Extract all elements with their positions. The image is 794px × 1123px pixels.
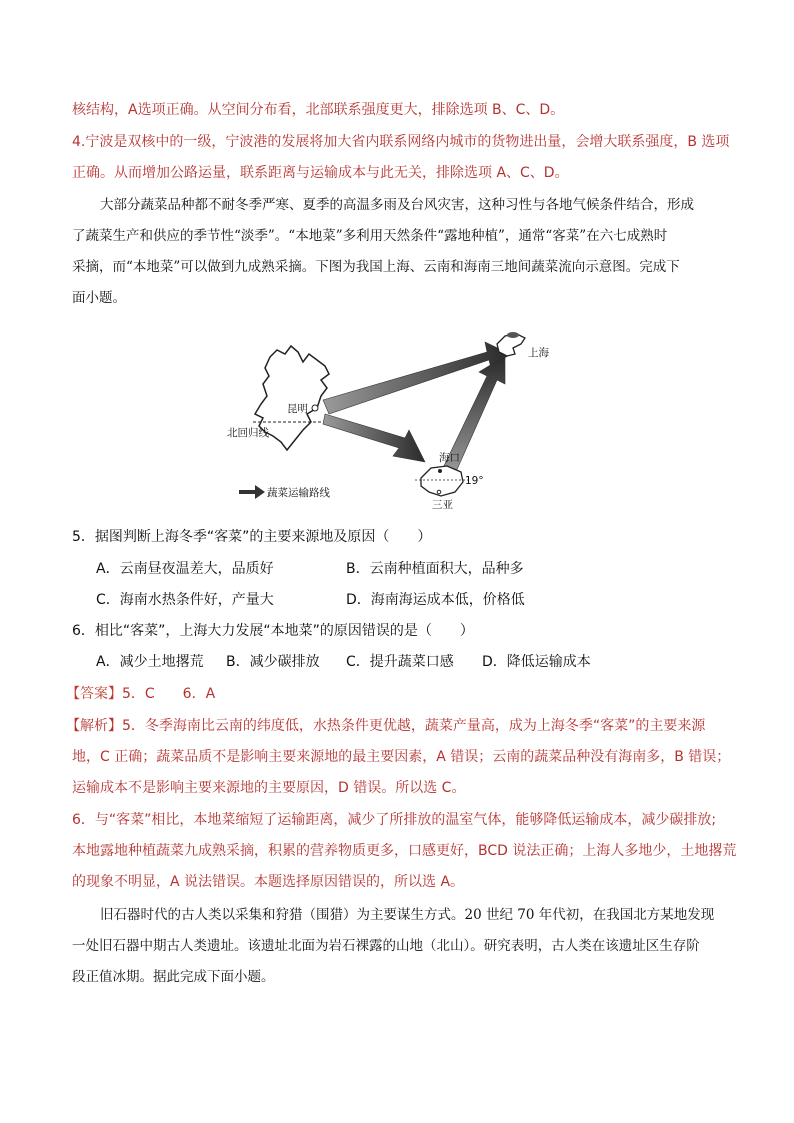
analysis-line-5: 本地露地种植蔬菜九成熟采摘，积累的营养物质更多，口感更好，BCD 说法正确；上海人多地少，土地撂荒 — [72, 843, 737, 859]
answer-text: 5．C 6．A — [122, 686, 216, 702]
intro-line-1: 大部分蔬菜品种都不耐冬季严寒、夏季的高温多雨及台风灾害，这种习性与各地气候条件结合，形成 — [100, 197, 694, 213]
hainan-outline — [421, 466, 463, 496]
label-haikou: 海口 — [439, 452, 460, 464]
q5-option-b[interactable]: B．云南种植面积大，品种多 — [346, 561, 524, 577]
q5-option-d[interactable]: D．海南海运成本低，价格低 — [346, 592, 525, 608]
answer-line — [66, 684, 215, 704]
legend-label: 蔬菜运输路线 — [267, 487, 330, 499]
label-sanya: 三亚 — [432, 499, 453, 511]
route-arrow-yunnan-hainan — [323, 414, 425, 462]
label-tropic: 北回归线 — [227, 427, 269, 439]
legend-arrow-icon — [239, 485, 265, 499]
q6-option-a[interactable]: A．减少土地撂荒 — [96, 654, 204, 670]
analysis-line-3: 运输成本不是影响主要来源地的主要原因，D 错误。所以选 C。 — [72, 780, 466, 796]
q5-option-c[interactable]: C．海南水热条件好，产量大 — [96, 592, 274, 608]
label-lat: 19° — [465, 475, 484, 487]
prev-analysis-line-1: 核结构，A选项正确。从空间分布看，北部联系强度更大，排除选项 B、C、D。 — [72, 102, 565, 118]
answer-tag: 【答案】 — [66, 686, 122, 702]
analysis-line-1 — [66, 716, 705, 736]
analysis-line-4: 6．与“客菜”相比，本地菜缩短了运输距离，减少了所排放的温室气体，能够降低运输成本，减少碳排放; — [72, 812, 717, 828]
next-intro-line-1: 旧石器时代的古人类以采集和狩猎（围猎）为主要谋生方式。20 世纪 70 年代初，在我国北方某地发现 — [100, 907, 715, 923]
q6-option-c[interactable]: C．提升蔬菜口感 — [346, 654, 454, 670]
analysis-line-6: 的现象不明显，A 说法错误。本题选择原因错误的，所以选 A。 — [72, 874, 465, 890]
label-kunming: 昆明 — [287, 403, 308, 415]
q5-option-a[interactable]: A．云南昼夜温差大，品质好 — [96, 561, 274, 577]
analysis-text-1: 5．冬季海南比云南的纬度低，水热条件更优越，蔬菜产量高，成为上海冬季“客菜”的主要来源 — [122, 718, 706, 734]
analysis-tag: 【解析】 — [66, 718, 122, 734]
analysis-line-2: 地，C 正确；蔬菜品质不是影响主要来源地的最主要因素，A 错误；云南的蔬菜品种没有海南多，B 错误； — [72, 749, 731, 765]
q6-option-d[interactable]: D．降低运输成本 — [482, 654, 591, 670]
q6-option-b[interactable]: B．减少碳排放 — [226, 654, 320, 670]
next-intro-line-3: 段正值冰期。据此完成下面小题。 — [72, 969, 275, 985]
q5-stem: 5．据图判断上海冬季“客菜”的主要来源地及原因（ ） — [72, 529, 432, 545]
next-intro-line-2: 一处旧石器中期古人类遗址。该遗址北面为岩石裸露的山地（北山）。研究表明，古人类在该遗址区生存阶 — [72, 938, 700, 954]
prev-analysis-line-2: 4.宁波是双核中的一级，宁波港的发展将加大省内联系网络内城市的货物进出量，会增大联系强度，B 选项 — [72, 134, 730, 150]
vegetable-flow-map — [225, 322, 565, 517]
label-shanghai: 上海 — [528, 347, 549, 359]
intro-line-4: 面小题。 — [72, 290, 126, 306]
intro-line-3: 采摘，而“本地菜”可以做到九成熟采摘。下图为我国上海、云南和海南三地间蔬菜流向示意图。完成下 — [72, 259, 680, 275]
intro-line-2: 了蔬菜生产和供应的季节性“淡季”。“本地菜”多利用天然条件“露地种植”，通常“客菜”在六七成熟时 — [72, 228, 668, 244]
kunming-dot — [312, 405, 318, 411]
q6-stem: 6．相比“客菜”，上海大力发展“本地菜”的原因错误的是（ ） — [72, 623, 474, 639]
prev-analysis-line-3: 正确。从而增加公路运量，联系距离与运输成本与此无关，排除选项 A、C、D。 — [72, 165, 569, 181]
